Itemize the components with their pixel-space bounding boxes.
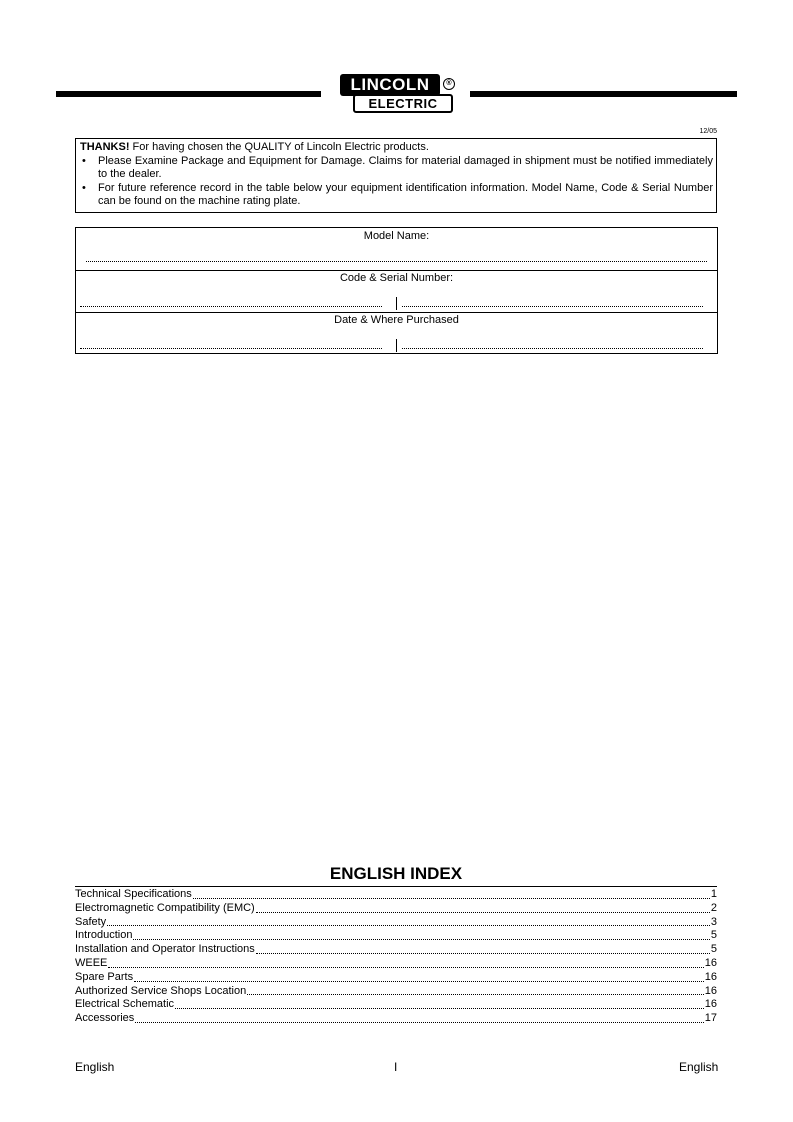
index-entry-page: 16: [704, 956, 717, 969]
model-name-field[interactable]: [86, 261, 707, 262]
thanks-text: For having chosen the QUALITY of Lincoln Electric products.: [129, 141, 429, 153]
index-entry-title: Introduction: [75, 929, 133, 942]
index-entry-title: Electrical Schematic: [75, 998, 175, 1011]
header-rule-left: [56, 91, 321, 97]
index-leader: [256, 943, 710, 954]
where-purchased-field[interactable]: [402, 348, 703, 349]
index-title-rule: [75, 886, 717, 887]
index-leader: [134, 971, 704, 982]
notice-bullet-text: For future reference record in the table below your equipment identification information. Model Name, Code & Serial Number can be found on the machine rating plate.: [98, 181, 713, 208]
index-leader: [135, 1012, 703, 1023]
index-entry-page: 17: [704, 1012, 717, 1025]
footer-language-right: English: [679, 1060, 719, 1074]
index-entry-page: 2: [710, 901, 717, 914]
index-entry-title: WEEE: [75, 956, 108, 969]
bullet-icon: •: [82, 154, 86, 167]
footer-language-left: English: [75, 1060, 115, 1074]
thanks-lead: THANKS!: [80, 141, 130, 153]
date-where-row: [76, 312, 717, 353]
index-entry[interactable]: [75, 971, 717, 985]
index-entry[interactable]: [75, 902, 717, 916]
lincoln-electric-logo: [337, 74, 463, 116]
date-where-label: Date & Where Purchased: [334, 314, 459, 326]
bullet-icon: •: [82, 181, 86, 194]
index-list: [75, 888, 717, 1026]
index-leader: [108, 957, 703, 968]
index-entry[interactable]: [75, 929, 717, 943]
index-entry[interactable]: [75, 943, 717, 957]
index-leader: [175, 998, 704, 1009]
index-entry-page: 16: [704, 998, 717, 1011]
model-name-label: Model Name:: [363, 230, 430, 242]
notice-bullet-text: Please Examine Package and Equipment for Damage. Claims for material damaged in shipment must be notified immediately to the dealer.: [98, 154, 713, 181]
serial-number-field[interactable]: [402, 306, 703, 307]
index-entry-page: 5: [710, 929, 717, 942]
index-entry-title: Electromagnetic Compatibility (EMC): [75, 901, 255, 914]
index-leader: [133, 929, 709, 940]
index-entry-page: 16: [704, 984, 717, 997]
index-entry[interactable]: [75, 985, 717, 999]
index-entry-title: Authorized Service Shops Location: [75, 984, 247, 997]
code-serial-label: Code & Serial Number:: [339, 272, 454, 284]
thanks-line: [80, 141, 713, 155]
index-entry[interactable]: [75, 916, 717, 930]
index-leader: [107, 916, 710, 927]
index-entry-title: Safety: [75, 915, 107, 928]
index-entry-page: 16: [704, 970, 717, 983]
index-entry[interactable]: [75, 998, 717, 1012]
code-serial-row: [76, 270, 717, 313]
document-date: 12/05: [699, 128, 717, 135]
date-purchased-field[interactable]: [80, 348, 382, 349]
index-entry[interactable]: [75, 888, 717, 902]
index-leader: [256, 902, 710, 913]
date-where-divider: [396, 339, 397, 352]
notice-bullet: [80, 182, 713, 209]
index-entry-title: Accessories: [75, 1012, 135, 1025]
code-field[interactable]: [80, 306, 382, 307]
index-entry[interactable]: [75, 1012, 717, 1026]
index-leader: [193, 888, 710, 899]
logo-lincoln-text: LINCOLN: [340, 74, 440, 96]
index-leader: [247, 985, 704, 996]
thanks-notice-box: [75, 138, 717, 213]
index-entry-title: Spare Parts: [75, 970, 134, 983]
header-rule-right: [470, 91, 737, 97]
notice-bullet: [80, 155, 713, 182]
code-serial-divider: [396, 297, 397, 310]
index-entry-page: 1: [710, 888, 717, 900]
model-name-row: [76, 228, 717, 271]
logo-electric-text: ELECTRIC: [353, 94, 453, 113]
index-entry-page: 3: [710, 915, 717, 928]
registered-mark: ®: [443, 78, 455, 90]
equipment-id-table: [75, 227, 718, 354]
index-entry-title: Technical Specifications: [75, 888, 192, 900]
index-title: ENGLISH INDEX: [329, 864, 463, 883]
index-entry-page: 5: [710, 943, 717, 956]
footer-page-number: I: [394, 1060, 398, 1074]
index-entry-title: Installation and Operator Instructions: [75, 943, 255, 956]
index-entry[interactable]: [75, 957, 717, 971]
